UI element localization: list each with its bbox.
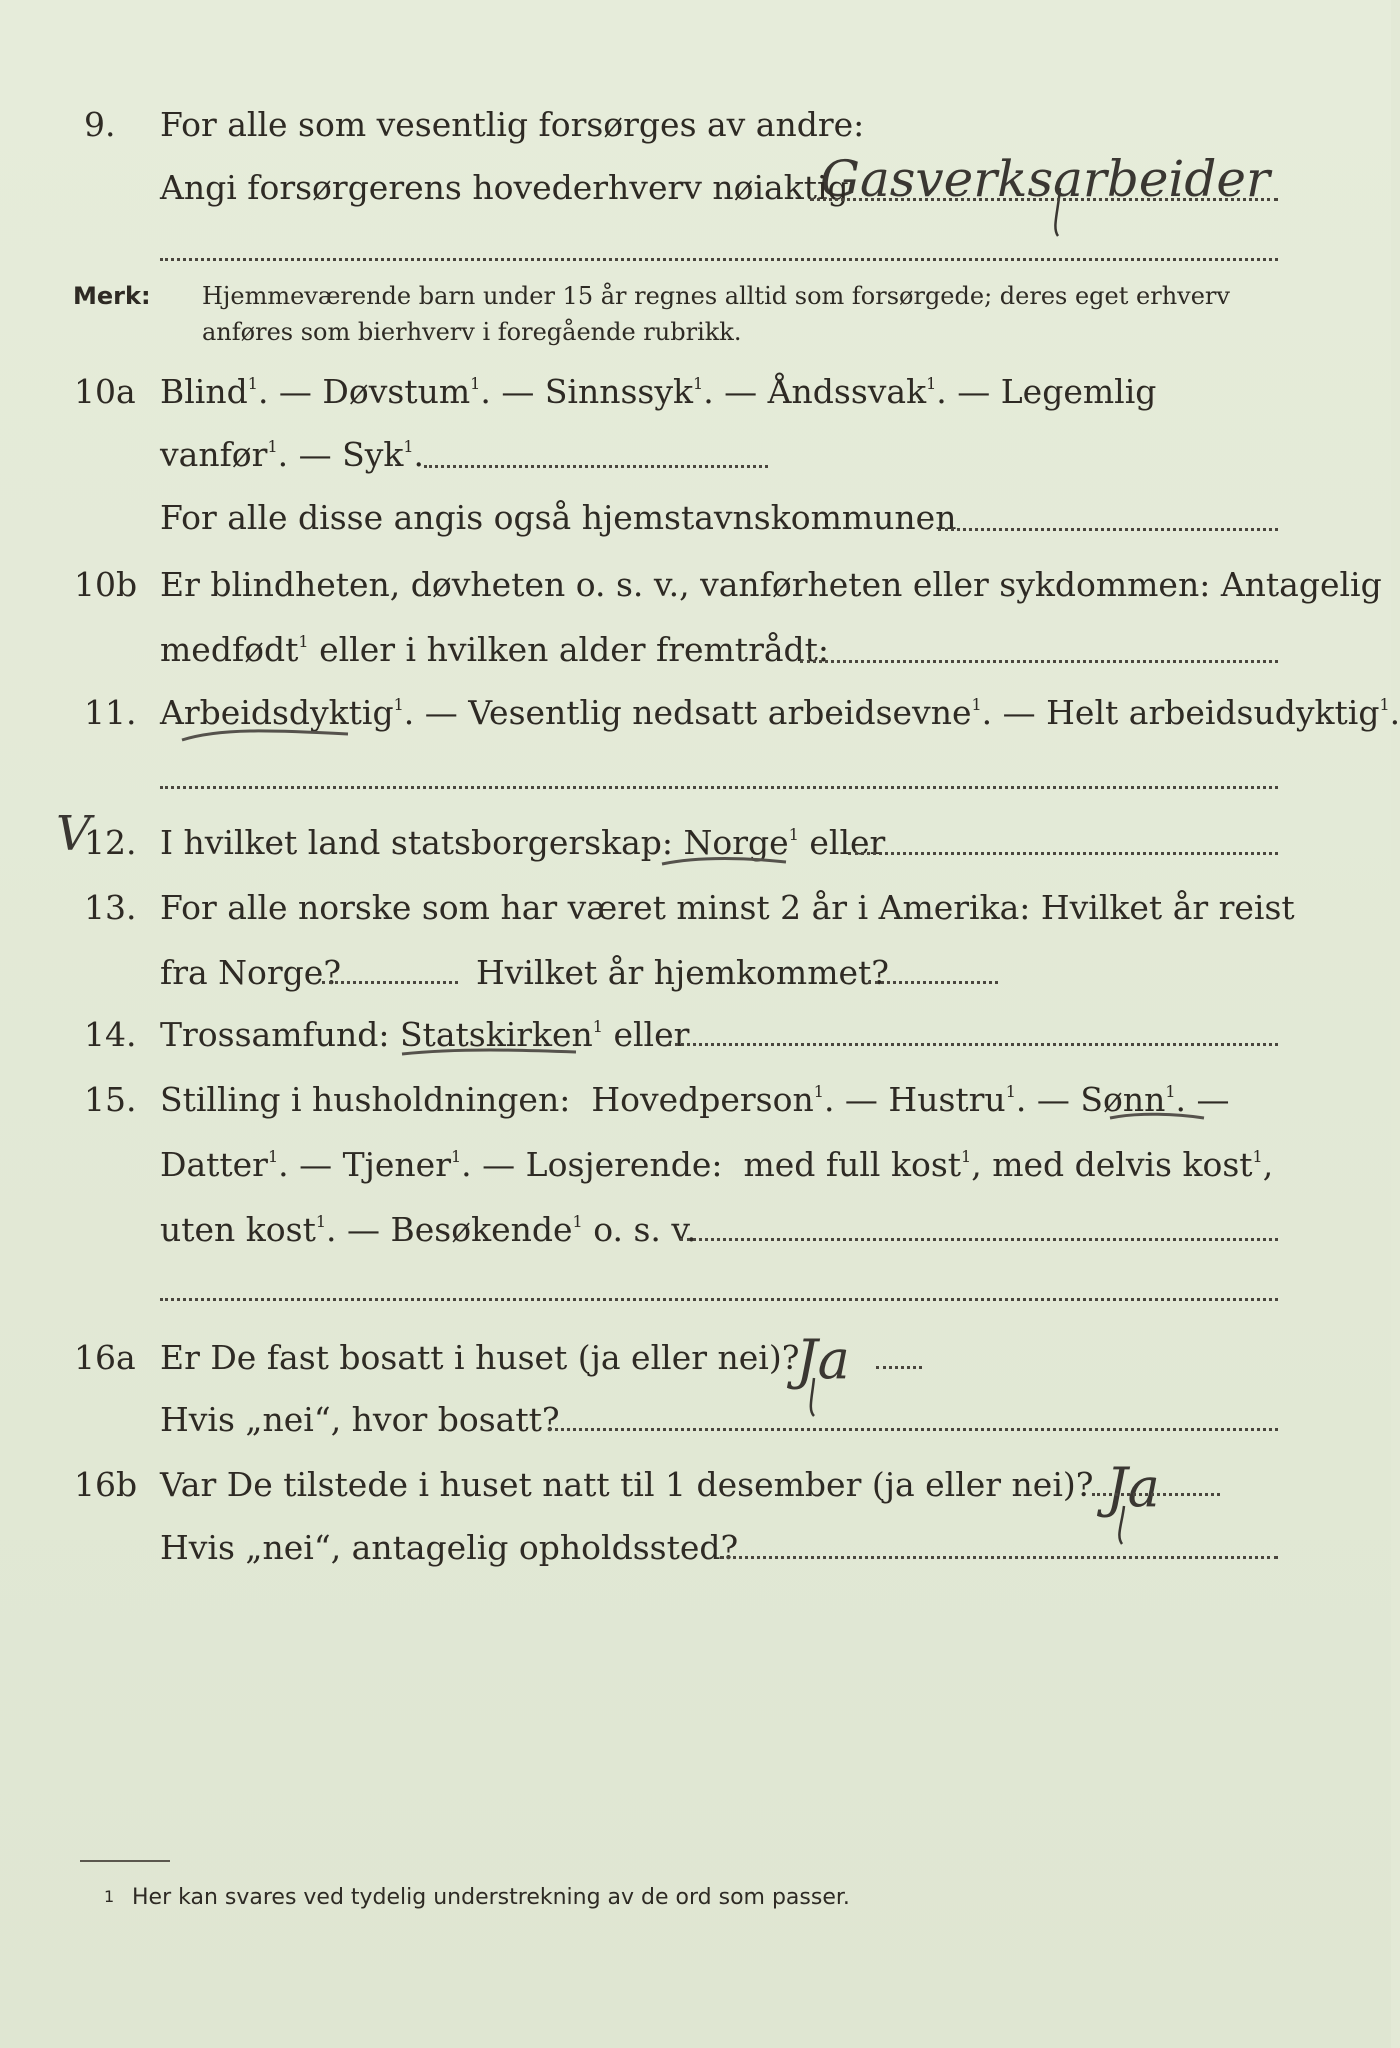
q9-answer-line bbox=[810, 198, 1278, 201]
q16b-text1: Var De tilstede i huset natt til 1 desember (ja eller nei)? bbox=[160, 1465, 1094, 1504]
svg-text:Ja: Ja bbox=[1106, 1456, 1160, 1519]
q15-number: 15. bbox=[84, 1080, 137, 1119]
q12-line: 12. I hvilket land statsborgerskap: Norge$^1$ eller bbox=[84, 823, 886, 862]
q11-extra-line bbox=[160, 786, 1278, 789]
opt-dovstum[interactable]: Døvstum bbox=[322, 372, 471, 411]
q16a-number: 16a bbox=[74, 1338, 136, 1377]
q15-line1: 15. Stilling i husholdningen: Hovedperson$^1$. — Hustru$^1$. — Sønn$^1$. — bbox=[84, 1080, 1230, 1119]
q13-line1 bbox=[0, 888, 1391, 948]
q16b-text2: Hvis „nei“, antagelig opholdssted? bbox=[160, 1528, 739, 1567]
opt-vanfor[interactable]: vanfør bbox=[160, 435, 268, 474]
q10b-text1: Er blindheten, døvheten o. s. v., vanførheten eller sykdommen: Antagelig bbox=[160, 565, 1382, 604]
merk-line1 bbox=[0, 282, 1391, 318]
svg-text:Ja: Ja bbox=[796, 1328, 850, 1391]
q13-hjemkommet: Hvilket år hjemkommet? bbox=[476, 953, 889, 992]
q11-underline-mark bbox=[180, 722, 350, 746]
q16a-bosatt-line bbox=[548, 1428, 1278, 1431]
q16a-answer-line bbox=[876, 1366, 922, 1369]
q15-answer-line bbox=[680, 1238, 1278, 1241]
q12-answer-line bbox=[848, 852, 1278, 855]
opt-tjener[interactable]: Tjener bbox=[342, 1145, 451, 1184]
q13-number: 13. bbox=[84, 888, 137, 927]
q13-fra-norge: fra Norge? bbox=[160, 953, 342, 992]
q10b-answer-line bbox=[800, 660, 1278, 663]
q14-number: 14. bbox=[84, 1015, 137, 1054]
opt-delvis-kost[interactable]: med delvis kost bbox=[992, 1145, 1253, 1184]
q14-underline-mark bbox=[400, 1044, 580, 1062]
q16b-number: 16b bbox=[74, 1465, 138, 1504]
opt-medfodt[interactable]: medfødt bbox=[160, 630, 299, 669]
q16a-line1 bbox=[0, 1338, 1391, 1398]
q16b-opholdssted-line bbox=[720, 1556, 1278, 1559]
q12-underline-mark bbox=[660, 852, 790, 872]
opt-arbeidsdyktig[interactable]: Arbeidsdyktig bbox=[160, 693, 394, 732]
opt-sonn[interactable]: Sønn bbox=[1080, 1080, 1166, 1119]
q10a-number: 10a bbox=[74, 372, 136, 411]
q10a-line2: vanfør$^1$. — Syk$^1$. bbox=[160, 435, 425, 474]
opt-datter[interactable]: Datter bbox=[160, 1145, 268, 1184]
q16b-answer-line bbox=[1092, 1493, 1220, 1496]
q15-line2: Datter$^1$. — Tjener$^1$. — Losjerende: med full kost$^1$, med delvis kost$^1$, bbox=[160, 1145, 1274, 1184]
merk-text1: Hjemmeværende barn under 15 år regnes alltid som forsørgede; deres eget erhverv bbox=[202, 282, 1230, 310]
q10a-syk-line bbox=[424, 465, 768, 468]
merk-line2 bbox=[0, 318, 1391, 354]
q14-line: 14. Trossamfund: Statskirken$^1$ eller bbox=[84, 1015, 690, 1054]
q11-number: 11. bbox=[84, 693, 137, 732]
opt-hovedperson[interactable]: Hovedperson bbox=[591, 1080, 814, 1119]
q10a-options: Blind$^1$. — Døvstum$^1$. — Sinnssyk$^1$. — Åndssvak$^1$. — Legemlig bbox=[160, 372, 1157, 411]
q10b-line2: medfødt$^1$ eller i hvilken alder fremtrådt: bbox=[160, 630, 830, 669]
footnote-text: Her kan svares ved tydelig understrekning av de ord som passer. bbox=[132, 1885, 850, 1910]
q13-hjem-answer-line bbox=[868, 981, 998, 984]
opt-legemlig[interactable]: Legemlig bbox=[1000, 372, 1157, 411]
opt-syk[interactable]: Syk bbox=[342, 435, 404, 474]
q15-extra-line bbox=[160, 1298, 1278, 1301]
q10a-hjemstavn-line bbox=[938, 528, 1278, 531]
footnote bbox=[0, 1885, 1391, 1919]
merk-text2: anføres som bierhverv i foregående rubrikk. bbox=[202, 318, 742, 346]
q10b-line1 bbox=[0, 565, 1391, 625]
svg-text:Gasverksarbeider: Gasverksarbeider bbox=[820, 150, 1270, 208]
opt-hustru[interactable]: Hustru bbox=[888, 1080, 1006, 1119]
footnote-mark: 1 bbox=[104, 1887, 115, 1906]
q13-line2 bbox=[0, 953, 1391, 1013]
opt-andssvak[interactable]: Åndssvak bbox=[767, 372, 927, 411]
q15-line3: uten kost$^1$. — Besøkende$^1$ o. s. v. bbox=[160, 1210, 697, 1249]
opt-udyktig[interactable]: Helt arbeidsudyktig bbox=[1046, 693, 1380, 732]
q11-line: 11. Arbeidsdyktig$^1$. — Vesentlig nedsatt arbeidsevne$^1$. — Helt arbeidsudyktig$^1$. bbox=[84, 693, 1400, 732]
q9-extra-line bbox=[160, 258, 1278, 261]
q13-fra-answer-line bbox=[322, 981, 458, 984]
opt-nedsatt[interactable]: Vesentlig nedsatt arbeidsevne bbox=[468, 693, 972, 732]
q9-text1: For alle som vesentlig forsørges av andre: bbox=[160, 105, 865, 144]
q12-number: 12. bbox=[84, 823, 137, 862]
opt-statskirken[interactable]: Statskirken bbox=[399, 1015, 593, 1054]
q9-text2: Angi forsørgerens hovederhverv nøiaktig bbox=[160, 168, 849, 207]
q13-text1: For alle norske som har været minst 2 år i Amerika: Hvilket år reist bbox=[160, 888, 1295, 927]
svg-text:V: V bbox=[56, 806, 91, 862]
opt-besokende[interactable]: Besøkende bbox=[390, 1210, 573, 1249]
q15-underline-mark bbox=[1108, 1108, 1208, 1126]
opt-full-kost[interactable]: med full kost bbox=[743, 1145, 962, 1184]
opt-blind[interactable]: Blind bbox=[160, 372, 248, 411]
q10b-number: 10b bbox=[74, 565, 138, 604]
opt-uten-kost[interactable]: uten kost bbox=[160, 1210, 316, 1249]
q16a-text2: Hvis „nei“, hvor bosatt? bbox=[160, 1400, 560, 1439]
footnote-rule bbox=[80, 1860, 170, 1862]
opt-norge[interactable]: Norge bbox=[683, 823, 789, 862]
q9-number: 9. bbox=[84, 105, 116, 144]
q10a-line1 bbox=[0, 372, 1391, 432]
opt-sinnssyk[interactable]: Sinnssyk bbox=[544, 372, 693, 411]
q16a-text1: Er De fast bosatt i huset (ja eller nei)? bbox=[160, 1338, 800, 1377]
merk-label: Merk: bbox=[73, 282, 151, 310]
q14-answer-line bbox=[668, 1043, 1278, 1046]
q10a-text3: For alle disse angis også hjemstavnskommunen bbox=[160, 498, 957, 537]
